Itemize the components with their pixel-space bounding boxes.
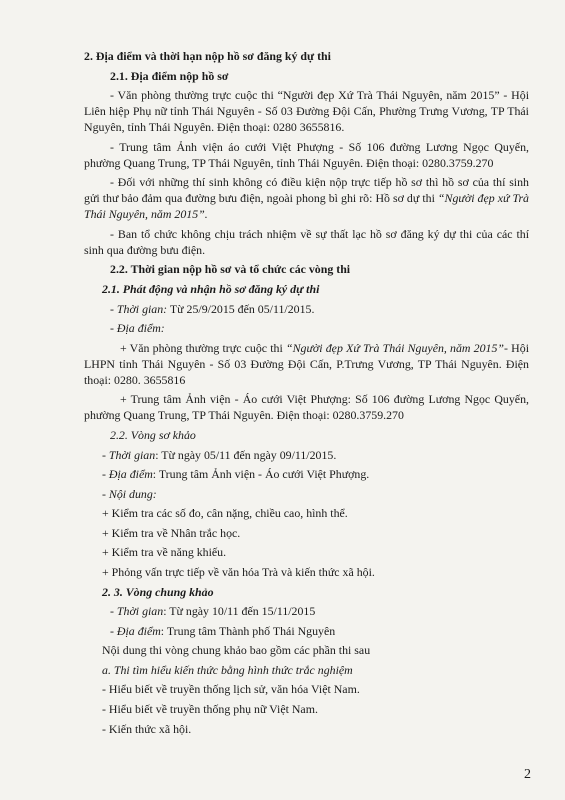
launch-time [110, 301, 555, 317]
paragraph-mail-submission [84, 174, 529, 222]
subsection-title-2-1: 2.1. Địa điểm nộp hồ sơ [110, 68, 229, 83]
preliminary-time-label: - Thời gian [102, 447, 156, 462]
preliminary-time-value: : Từ ngày 05/11 đến ngày 09/11/2015. [155, 447, 337, 462]
final-place [110, 623, 555, 639]
section-heading: 2. Địa điểm và thời hạn nộp hồ sơ đăng ký dự thi [84, 49, 331, 63]
preliminary-time [102, 447, 547, 463]
preliminary-item: + Kiểm tra các số đo, cân nặng, chiều cao, hình thể. [102, 506, 348, 521]
preliminary-place-label: - Địa điểm [102, 467, 153, 482]
preliminary-place-value: : Trung tâm Ảnh viện - Áo cưới Việt Phượng. [152, 467, 370, 482]
launch-place-office-pre: + Văn phòng thường trực cuộc thi [120, 340, 283, 355]
final-intro: Nội dung thi vòng chung khảo bao gồm các phần thi sau [102, 643, 371, 658]
final-time [110, 603, 555, 619]
final-time-label: - Thời gian [110, 604, 164, 619]
launch-place-label: - Địa điểm: [110, 321, 165, 336]
final-place-label: - Địa điểm [110, 623, 161, 638]
paragraph-photo-studio: - Trung tâm Ảnh viện áo cưới Việt Phượng - Số 106 đường Lương Ngọc Quyến, phường Quang Trung, TP Thái Nguyên, tỉnh Thái Nguyên. Điện thoại: 0280.3759.270 [84, 139, 529, 170]
page-number: 2 [524, 767, 531, 782]
preliminary-content-label: - Nội dung: [102, 486, 157, 501]
launch-place-office-italic: “Người đẹp Xứ Trà Thái Nguyên, năm 2015” [285, 340, 505, 355]
subsection-title-launch: 2.1. Phát động và nhận hồ sơ đăng ký dự thi [102, 282, 320, 297]
final-part-a: a. Thi tìm hiểu kiến thức bằng hình thức trắc nghiệm [102, 662, 353, 677]
paragraph-disclaimer: - Ban tổ chức không chịu trách nhiệm về sự thất lạc hồ sơ đăng ký dự thi của các thí sinh qua đường bưu điện. [84, 226, 529, 257]
preliminary-item: + Kiểm tra về Nhân trắc học. [102, 525, 241, 540]
subsection-title-preliminary: 2.2. Vòng sơ khảo [110, 427, 196, 442]
final-item: - Kiến thức xã hội. [102, 721, 192, 736]
launch-time-label: - Thời gian: [110, 301, 168, 316]
subsection-title-final: 2. 3. Vòng chung khảo [102, 584, 214, 599]
preliminary-place [102, 466, 547, 482]
preliminary-item: + Phỏng vấn trực tiếp về văn hóa Trà và kiến thức xã hội. [102, 564, 375, 579]
subsection-title-2-2: 2.2. Thời gian nộp hồ sơ và tổ chức các vòng thi [110, 262, 351, 277]
final-item: - Hiểu biết về truyền thống lịch sử, văn hóa Việt Nam. [102, 682, 360, 697]
final-item: - Hiểu biết về truyền thống phụ nữ Việt Nam. [102, 702, 318, 717]
mail-submission-text: - Đối với những thí sinh không có điều kiện nộp trực tiếp hồ sơ thì hồ sơ của thí sinh gửi thư bảo đảm qua đường bưu điện, ngoài phong bì ghi rõ: Hồ sơ dự thi [84, 175, 529, 206]
launch-time-value: Từ 25/9/2015 đến 05/11/2015. [167, 301, 315, 316]
launch-place-office [84, 340, 529, 388]
launch-place-studio: + Trung tâm Ảnh viện - Áo cưới Việt Phượng: Số 106 đường Lương Ngọc Quyến, phường Quang Trung, TP Thái Nguyên. Điện thoại: 0280.3759.270 [84, 392, 529, 423]
final-place-value: : Trung tâm Thành phố Thái Nguyên [160, 623, 336, 638]
final-time-value: : Từ ngày 10/11 đến 15/11/2015 [163, 604, 316, 619]
paragraph-office: - Văn phòng thường trực cuộc thi “Người đẹp Xứ Trà Thái Nguyên, năm 2015” - Hội Liên hiệp Phụ nữ tỉnh Thái Nguyên - Số 03 Đường Đội Cấn, Phường Trưng Vương, TP Thái Nguyên, tỉnh Thái Nguyên. Điện thoại: 0280 3655816. [84, 88, 529, 135]
mail-submission-italic: “Người đẹp xứ Trà Thái Nguyên, năm 2015”. [84, 191, 529, 222]
launch-place-office-post: - Hội LHPN tỉnh Thái Nguyên - Số 03 Đường Đội Cấn, P.Trưng Vương, TP Thái Nguyên. Điện thoại: 0280. 3655816 [84, 340, 529, 387]
preliminary-item: + Kiểm tra về năng khiếu. [102, 545, 227, 560]
